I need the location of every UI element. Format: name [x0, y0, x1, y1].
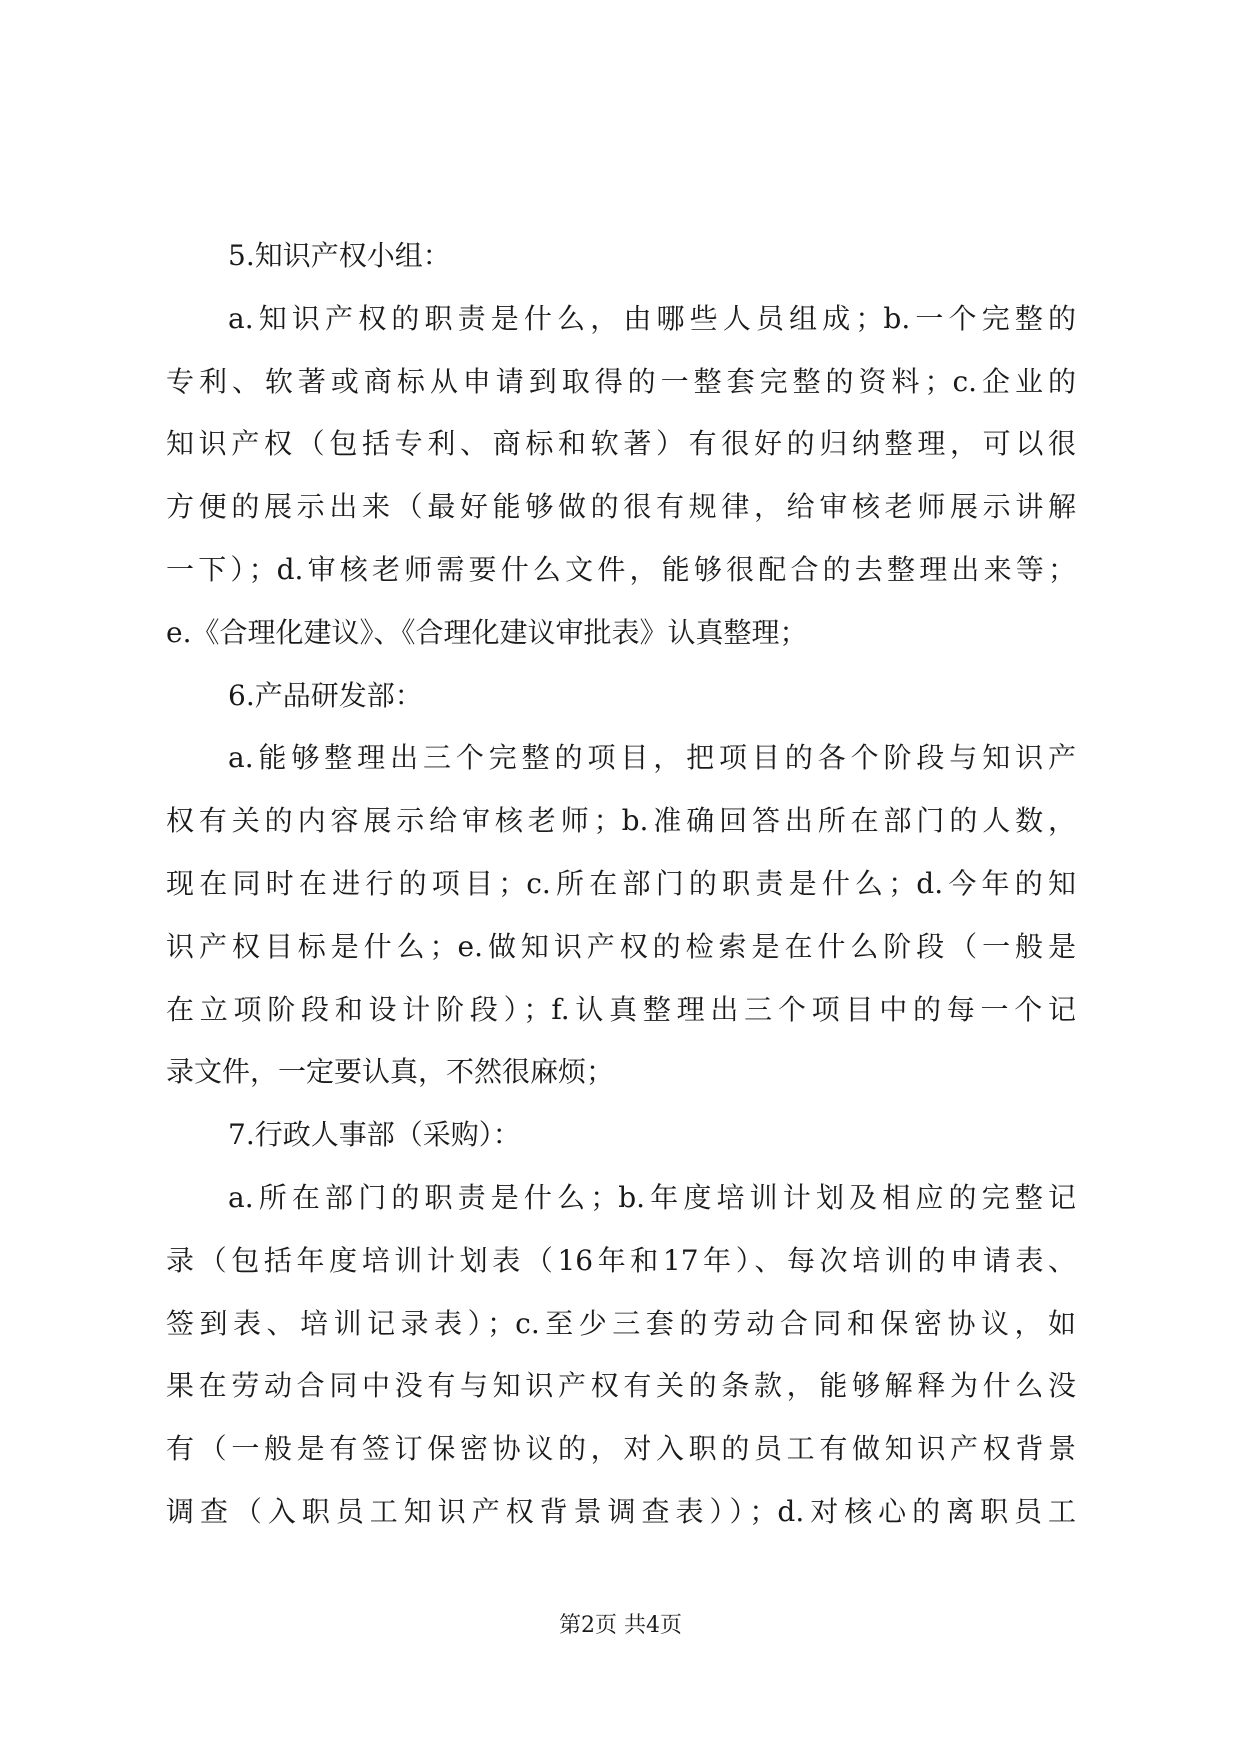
section-heading-rd-dept: 6.产品研发部：: [228, 678, 423, 712]
paragraph-line: 签到表、培训记录表）；c.至少三套的劳动合同和保密协议，如: [166, 1306, 1076, 1340]
paragraph-line: 果在劳动合同中没有与知识产权有关的条款，能够解释为什么没: [166, 1369, 1076, 1403]
paragraph-line: a.知识产权的职责是什么，由哪些人员组成；b.一个完整的: [228, 301, 1076, 335]
paragraph-line: 调查（入职员工知识产权背景调查表））；d.对核心的离职员工: [166, 1494, 1076, 1528]
paragraph-line: a.所在部门的职责是什么；b.年度培训计划及相应的完整记: [228, 1180, 1076, 1214]
paragraph-line: 方便的展示出来（最好能够做的很有规律，给审核老师展示讲解: [166, 490, 1076, 524]
paragraph-line: 知识产权（包括专利、商标和软著）有很好的归纳整理，可以很: [166, 427, 1076, 461]
paragraph-line: 识产权目标是什么；e.做知识产权的检索是在什么阶段（一般是: [166, 929, 1076, 963]
paragraph-line: e.《合理化建议》、《合理化建议审批表》认真整理；: [166, 615, 808, 649]
paragraph-line: 现在同时在进行的项目；c.所在部门的职责是什么；d.今年的知: [166, 866, 1076, 900]
paragraph-line: a.能够整理出三个完整的项目，把项目的各个阶段与知识产: [228, 741, 1076, 775]
paragraph-line: 在立项阶段和设计阶段）；f.认真整理出三个项目中的每一个记: [166, 992, 1076, 1026]
page-footer: [0, 1608, 1241, 1639]
section-heading-admin-hr: 7.行政人事部（采购）：: [228, 1118, 521, 1152]
paragraph-line: 专利、软著或商标从申请到取得的一整套完整的资料；c.企业的: [166, 364, 1076, 398]
paragraph-line: 权有关的内容展示给审核老师；b.准确回答出所在部门的人数，: [166, 804, 1076, 838]
page-number-label: 第2页 共4页: [559, 1613, 682, 1638]
paragraph-line: 有（一般是有签订保密协议的，对入职的员工有做知识产权背景: [166, 1432, 1076, 1466]
document-body: [166, 225, 1076, 1544]
section-heading-ip-team: 5.知识产权小组：: [228, 239, 451, 272]
paragraph-line: 一下）；d.审核老师需要什么文件，能够很配合的去整理出来等；: [166, 552, 1076, 586]
paragraph-line: 录（包括年度培训计划表（16年和17年）、每次培训的申请表、: [166, 1243, 1076, 1277]
paragraph-line: 录文件，一定要认真，不然很麻烦；: [166, 1055, 615, 1089]
